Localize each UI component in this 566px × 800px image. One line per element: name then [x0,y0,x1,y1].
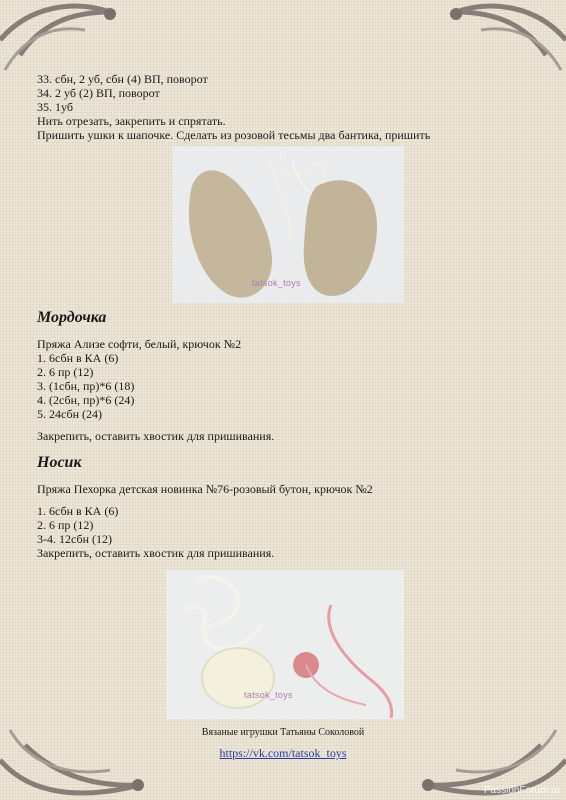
attach-instruction: Пришить ушки к шапочке. Сделать из розовой тесьмы два бантика, пришить [37,128,431,142]
corner-ornament-top-right [446,0,566,80]
photo-watermark: tatsok_toys [244,690,293,700]
mordochka-row: 1. 6сбн в КА (6) [37,351,119,365]
mordochka-heading: Мордочка [37,309,107,326]
footer-author: Вязаные игрушки Татьяны Соколовой [201,727,365,738]
mordochka-yarn: Пряжа Ализе софти, белый, крючок №2 [37,337,242,351]
nosik-row: 2. 6 пр (12) [37,518,94,532]
finish-instruction: Нить отрезать, закрепить и спрятать. [37,114,226,128]
top-rows [37,72,507,142]
footer-link[interactable]: https://vk.com/tatsok_toys [219,746,347,760]
mordochka-row: 5. 24сбн (24) [37,407,102,421]
mordochka-section [37,337,507,443]
row-35: 35. 1уб [37,100,73,114]
nosik-finish: Закрепить, оставить хвостик для пришивания. [37,546,275,560]
nosik-row: 1. 6сбн в КА (6) [37,504,119,518]
ears-photo [172,146,404,303]
mordochka-finish: Закрепить, оставить хвостик для пришивания. [37,429,275,443]
nosik-heading: Носик [37,454,82,471]
nosik-section [37,482,507,560]
nosik-row: 3-4. 12сбн (12) [37,532,112,546]
row-34: 34. 2 уб (2) ВП, поворот [37,86,160,100]
nosik-yarn: Пряжа Пехорка детская новинка №76-розовый бутон, крючок №2 [37,482,373,496]
mordochka-row: 4. (2сбн, пр)*6 (24) [37,393,135,407]
forum-watermark: PassionForum.ru [483,785,560,796]
mordochka-row: 3. (1сбн, пр)*6 (18) [37,379,135,393]
row-33: 33. сбн, 2 уб, сбн (4) ВП, поворот [37,72,208,86]
photo-watermark: tatsok_toys [252,278,301,288]
corner-ornament-top-left [0,0,120,80]
mordochka-row: 2. 6 пр (12) [37,365,94,379]
muzzle-nose-photo [166,570,404,719]
